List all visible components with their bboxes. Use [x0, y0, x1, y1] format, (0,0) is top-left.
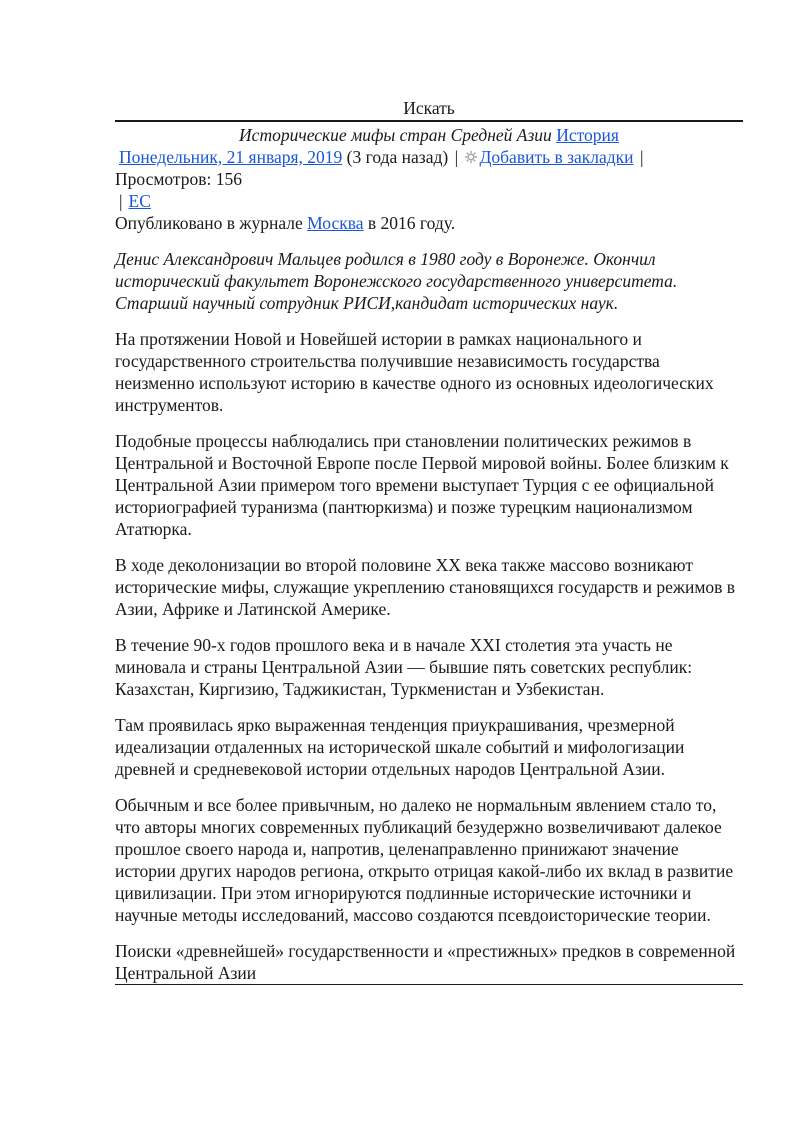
footer-divider [115, 984, 743, 985]
paragraph: В течение 90-х годов прошлого века и в начале XXI столетия эта участь не миновала и страны Центральной Азии — бывшие пять советских республик: Казахстан, Киргизию, Таджикистан, Туркменистан и Узбекистан. [115, 635, 693, 699]
article-meta [119, 146, 743, 168]
category-link[interactable]: История [556, 125, 619, 145]
header-divider [115, 120, 743, 122]
relative-time: (3 года назад) [346, 147, 449, 167]
paragraph: Поиски «древнейшей» государственности и «престижных» предков в современной Центральной Азии [115, 941, 736, 983]
article-title-line [115, 124, 743, 146]
meta-separator: | [454, 147, 459, 167]
tag-line [119, 190, 743, 212]
gear-icon [464, 147, 478, 161]
views-count: Просмотров: 156 [115, 169, 243, 189]
search-label[interactable]: Искать [403, 98, 455, 118]
meta-separator-end: | [639, 147, 644, 167]
paragraph: Подобные процессы наблюдались при становлении политических режимов в Центральной и Восточной Европе после Первой мировой войны. Более близким к Центральной Азии примером того времени выступает Турция с ее официальной историографией туранизма (пантюркизма) и позже турецким национализмом Ататюрка. [115, 431, 729, 539]
article-title: Исторические мифы стран Средней Азии [239, 125, 552, 145]
journal-link[interactable]: Москва [307, 213, 364, 233]
published-info [115, 212, 743, 234]
paragraph: Там проявилась ярко выраженная тенденция приукрашивания, чрезмерной идеализации отдаленных на исторической шкале событий и мифологизации древней и средневековой истории отдельных народов Центральной Азии. [115, 715, 685, 779]
published-suffix: в 2016 году. [367, 213, 456, 233]
bookmark-link[interactable]: Добавить в закладки [479, 147, 634, 167]
paragraph: На протяжении Новой и Новейшей истории в рамках национального и государственного строительства получившие независимость государства неизменно используют историю в качестве одного из основных идеологических инструментов. [115, 329, 714, 415]
author-bio: Денис Александрович Мальцев родился в 1980 году в Воронеже. Окончил исторический факультет Воронежского государственного университета. Старший научный сотрудник РИСИ,кандидат исторических наук. [115, 249, 678, 313]
document-page [115, 96, 743, 985]
paragraph: Обычным и все более привычным, но далеко не нормальным явлением стало то, что авторы многих современных публикаций безудержно возвеличивают далекое прошлое своего народа и, напротив, целенаправленно принижают значение истории других народов региона, открыто отрицая какой-либо их вклад в развитие цивилизации. При этом игнорируются подлинные исторические источники и научные методы исследований, массово создаются псевдоисторические теории. [115, 795, 734, 925]
tag-link[interactable]: ЕС [128, 191, 151, 211]
paragraph: В ходе деколонизации во второй половине XX века также массово возникают исторические мифы, служащие укреплению становящихся государств и режимов в Азии, Африке и Латинской Америке. [115, 555, 736, 619]
published-prefix: Опубликовано в журнале [115, 213, 303, 233]
tag-separator: | [119, 191, 123, 211]
date-link[interactable]: Понедельник, 21 января, 2019 [119, 147, 343, 167]
